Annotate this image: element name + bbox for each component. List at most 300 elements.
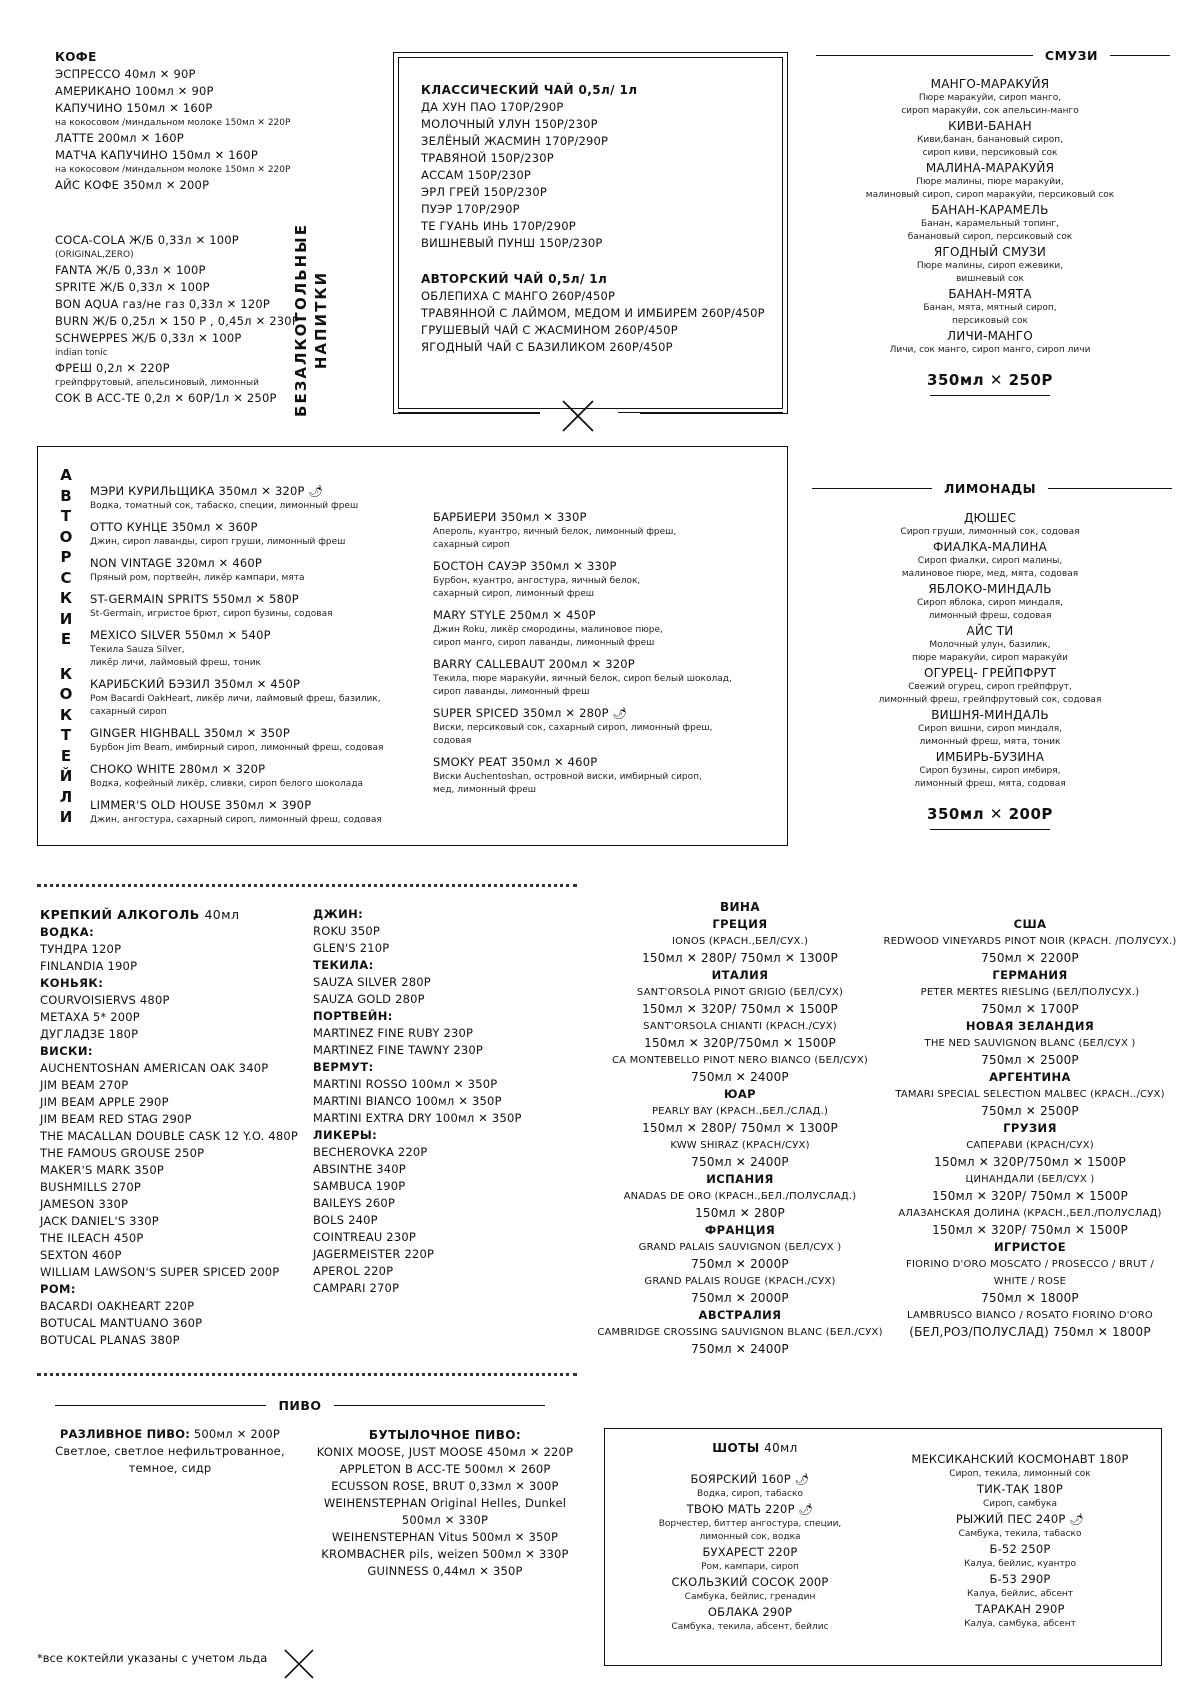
soft-drink-item: COCA-COLA Ж/Б 0,33л ✕ 100Р [55, 233, 239, 247]
cocktails-vertical-letter: С [60, 568, 72, 587]
soft-drink-item: BON AQUA газ/не газ 0,33л ✕ 120Р [55, 297, 271, 311]
alcohol-item: JAMESON 330Р [40, 1197, 129, 1211]
alcohol-item: ДУГЛАДЗЕ 180Р [40, 1027, 139, 1041]
cocktail-name: LIMMER'S OLD HOUSE 350мл ✕ 390Р [90, 798, 312, 812]
coffee-note: на кокосовом /миндальном молоке 150мл ✕ 220Р [55, 118, 291, 128]
cocktail-ingredients: сироп манго, сироп лаванды, лимонный фреш [433, 638, 655, 648]
wine-name: ЦИНАНДАЛИ (БЕЛ/СУХ ) [965, 1174, 1095, 1185]
smoothie-name: ЛИЧИ-МАНГО [947, 329, 1033, 343]
cocktails-vertical-letter: О [59, 527, 73, 546]
tea-box-bottom-left-line [398, 412, 540, 413]
smoothie-title: СМУЗИ [1044, 48, 1098, 63]
wine-price: 150мл ✕ 320Р/750мл ✕ 1500Р [644, 1036, 836, 1050]
classic-tea-item: ТЕ ГУАНЬ ИНЬ 170Р/290Р [421, 219, 576, 233]
smoothie-ingredients: сироп киви, персиковый сок [922, 148, 1058, 158]
shot-name: МЕКСИКАНСКИЙ КОСМОНАВТ 180Р [911, 1452, 1129, 1466]
beer-title: ПИВО [278, 1398, 322, 1413]
smoothie-ingredients: Личи, сок манго, сироп манго, сироп личи [889, 345, 1091, 355]
alcohol-category: ВОДКА: [40, 925, 95, 939]
cocktail-ingredients: Бурбон Jim Beam, имбирный сироп, лимонный фреш, содовая [90, 743, 384, 753]
shot-ingredients: лимонный сок, водка [699, 1532, 801, 1542]
coffee-title: КОФЕ [55, 50, 97, 64]
lemonades-header [812, 481, 1172, 496]
cocktail-name: ST-GERMAIN SPRITS 550мл ✕ 580Р [90, 592, 299, 606]
lemonade-list [840, 510, 1140, 791]
alcohol-item: AUCHENTOSHAN AMERICAN OAK 340Р [40, 1061, 269, 1075]
wine-country: НОВАЯ ЗЕЛАНДИЯ [965, 1019, 1095, 1033]
cocktail-name: GINGER HIGHBALL 350мл ✕ 350Р [90, 726, 290, 740]
smoothie-ingredients: Пюре малины, сироп ежевики, [916, 261, 1064, 271]
bottled-beer-item: KONIX MOOSE, JUST MOOSE 450мл ✕ 220Р [316, 1445, 574, 1459]
alcohol-item: SEXTON 460Р [40, 1248, 122, 1262]
wine-price: 750мл ✕ 2000Р [691, 1291, 789, 1305]
shot-ingredients: Калуа, бейлис, абсент [966, 1589, 1074, 1599]
draft-beer-price: 500мл ✕ 200Р [193, 1427, 281, 1441]
author-tea-item: ГРУШЕВЫЙ ЧАЙ С ЖАСМИНОМ 260Р/450Р [421, 323, 678, 337]
wine-name: GRAND PALAIS SAUVIGNON (БЕЛ/СУХ ) [638, 1242, 842, 1253]
shot-ingredients: Ворчестер, биттер ангостура, специи, [658, 1519, 842, 1529]
wine-price: 150мл ✕ 320Р/ 750мл ✕ 1500Р [932, 1223, 1128, 1237]
smoothie-name: БАНАН-КАРАМЕЛЬ [931, 203, 1049, 217]
cocktails-vertical-letter: Е [60, 630, 72, 648]
coffee-item: МАТЧА КАПУЧИНО 150мл ✕ 160Р [55, 148, 258, 162]
soft-drink-item: SCHWEPPES Ж/Б 0,33л ✕ 100Р [55, 331, 242, 345]
bottled-beer-section [300, 1426, 590, 1580]
shot-name: СКОЛЬЗКИЙ СОСОК 200Р [671, 1575, 829, 1589]
alcohol-category: РОМ: [40, 1282, 76, 1296]
cocktail-ingredients: Водка, томатный сок, табаско, специи, лимонный фреш [90, 501, 359, 511]
shot-ingredients: Самбука, текила, абсент, бейлис [671, 1622, 829, 1632]
soft-drinks-section [55, 232, 299, 407]
alcohol-item: BOTUCAL MANTUANO 360Р [40, 1316, 203, 1330]
cocktails-vertical-letter: В [60, 486, 72, 505]
alcohol-category: ДЖИН: [313, 907, 364, 921]
cross-icon [560, 398, 596, 434]
soft-drink-note: (ORIGINAL,ZERO) [55, 250, 134, 260]
bottled-beer-item: KROMBACHER pils, weizen 500мл ✕ 330Р [321, 1547, 569, 1561]
shot-name: Б-52 250Р [989, 1542, 1051, 1556]
smoothie-name: МАНГО-МАРАКУЙЯ [930, 77, 1050, 91]
wine-price: 750мл ✕ 2500Р [981, 1053, 1079, 1067]
wine-name: PETER MERTES RIESLING (БЕЛ/ПОЛУСУХ.) [920, 987, 1140, 998]
wine-name: PEARLY BAY (КРАСН.,БЕЛ./СЛАД.) [651, 1106, 829, 1117]
shots-title-unit: 40мл [764, 1441, 798, 1455]
cocktail-name: МЭРИ КУРИЛЬЩИКА 350мл ✕ 320Р 🌶 [90, 484, 324, 498]
cocktail-name: SMOKY PEAT 350мл ✕ 460Р [433, 755, 598, 769]
smoothie-section [830, 76, 1150, 396]
smoothie-header [816, 48, 1170, 63]
wine-name: WHITE / ROSE [993, 1276, 1067, 1287]
lemonade-name: ДЮШЕС [963, 511, 1017, 525]
alcohol-item: ROKU 350Р [313, 924, 381, 938]
wine-name: SANT'ORSOLA PINOT GRIGIO (БЕЛ/СУХ) [636, 987, 844, 998]
strong-alcohol-column-2-wrap [313, 906, 583, 1297]
strong-alcohol-column-1 [40, 924, 330, 1349]
draft-beer-desc-1: Светлое, светлое нефильтрованное, [55, 1444, 285, 1458]
cocktail-name: CHOKO WHITE 280мл ✕ 320Р [90, 762, 266, 776]
lemonades-price: 350мл ✕ 200Р [927, 805, 1053, 823]
soft-drink-item: ФРЕШ 0,2л ✕ 220Р [55, 361, 170, 375]
smoothie-name: ЯГОДНЫЙ СМУЗИ [933, 245, 1047, 259]
shots-title: ШОТЫ [712, 1441, 760, 1455]
smoothie-price: 350мл ✕ 250Р [927, 371, 1053, 389]
cocktail-ingredients: Текила Sauza Silver, [90, 645, 185, 655]
cocktails-vertical-letter: И [59, 609, 73, 628]
wine-price: 150мл ✕ 280Р/ 750мл ✕ 1300Р [642, 1121, 838, 1135]
footnote: *все коктейли указаны с учетом льда [37, 1651, 268, 1665]
lemonade-ingredients: лимонный фреш, содовая [928, 611, 1052, 621]
lemonades-section [840, 510, 1140, 830]
classic-tea-item: ПУЭР 170Р/290Р [421, 202, 520, 216]
wine-country: АРГЕНТИНА [989, 1070, 1071, 1084]
shots-left-column [605, 1471, 895, 1634]
strong-alcohol-column-2 [313, 906, 583, 1297]
cocktails-vertical-letter: Е [60, 746, 72, 765]
alcohol-item: JAGERMEISTER 220Р [313, 1247, 435, 1261]
cocktail-ingredients: сахарный сироп [433, 540, 510, 550]
cocktail-name: БОСТОН САУЭР 350мл ✕ 330Р [433, 559, 617, 573]
alcohol-item: BOLS 240Р [313, 1213, 378, 1227]
cocktail-name: MEXICO SILVER 550мл ✕ 540Р [90, 628, 271, 642]
wine-name: CA MONTEBELLO PINOT NERO BIANCO (БЕЛ/СУХ) [612, 1055, 868, 1066]
shot-name: ТИК-ТАК 180Р [977, 1482, 1063, 1496]
cocktails-vertical-letter: И [59, 808, 73, 826]
wine-country: ИСПАНИЯ [706, 1172, 774, 1186]
wine-price: 750мл ✕ 2400Р [691, 1155, 789, 1169]
lemonade-name: АЙС ТИ [966, 624, 1014, 638]
classic-tea-title: КЛАССИЧЕСКИЙ ЧАЙ 0,5л/ 1л [421, 83, 638, 97]
alcohol-category: ЛИКЕРЫ: [313, 1128, 378, 1142]
alcohol-item: BECHEROVKA 220Р [313, 1145, 428, 1159]
alcohol-item: WILLIAM LAWSON'S SUPER SPICED 200Р [40, 1265, 280, 1279]
classic-tea-item: ТРАВЯНОЙ 150Р/230Р [421, 151, 554, 165]
cocktail-name: BARRY CALLEBAUT 200мл ✕ 320Р [433, 657, 635, 671]
alcohol-item: COINTREAU 230Р [313, 1230, 416, 1244]
wine-country: США [1013, 917, 1047, 931]
cocktail-ingredients: мед, лимонный фреш [433, 785, 536, 795]
wine-name: FIORINO D'ORO MOSCATO / PROSECCO / BRUT / [906, 1259, 1154, 1270]
soft-drinks-list [55, 232, 299, 407]
alcohol-item: MARTINI EXTRA DRY 100мл ✕ 350Р [313, 1111, 522, 1125]
lemonade-ingredients: Сироп яблока, сироп миндаля, [916, 598, 1064, 608]
alcohol-item: JIM BEAM APPLE 290Р [40, 1095, 169, 1109]
smoothie-ingredients: банановый сироп, персиковый сок [907, 232, 1073, 242]
wine-country: ЮАР [723, 1087, 757, 1101]
coffee-note: на кокосовом /миндальном молоке 150мл ✕ 220Р [55, 165, 291, 175]
wine-price: 750мл ✕ 2200Р [981, 951, 1079, 965]
alcohol-item: THE FAMOUS GROUSE 250Р [40, 1146, 205, 1160]
shot-ingredients: Водка, сироп, табаско [697, 1489, 803, 1499]
cocktail-ingredients: сахарный сироп, лимонный фреш [433, 589, 595, 599]
wines-title: ВИНА [719, 900, 761, 914]
wine-country: ФРАНЦИЯ [704, 1223, 776, 1237]
cocktail-ingredients: Джин Roku, ликёр смородины, малиновое пюре, [433, 625, 663, 635]
alcohol-item: ТУНДРА 120Р [40, 942, 122, 956]
lemonade-ingredients: лимонный фреш, мята, содовая [914, 779, 1066, 789]
classic-tea-list [421, 99, 781, 252]
author-tea-list [421, 288, 781, 356]
soft-drink-note: грейпфрутовый, апельсиновый, лимонный [55, 378, 259, 388]
strong-alcohol-section [40, 906, 330, 1349]
wines-left-column [590, 916, 890, 1358]
lemonade-ingredients: Сироп бузины, сироп имбиря, [919, 766, 1061, 776]
shot-ingredients: Сироп, самбука [982, 1499, 1058, 1509]
shot-ingredients: Сироп, текила, лимонный сок [949, 1469, 1091, 1479]
tea-box-bottom-right-line [618, 412, 783, 413]
soft-title-line-2: НАПИТКИ [312, 270, 330, 370]
bottled-beer-item: 500мл ✕ 330Р [401, 1513, 489, 1527]
lemonade-name: ИМБИРЬ-БУЗИНА [935, 750, 1045, 764]
alcohol-item: ABSINTHE 340Р [313, 1162, 406, 1176]
wine-price: 150мл ✕ 280Р/ 750мл ✕ 1300Р [642, 951, 838, 965]
coffee-item: КАПУЧИНО 150мл ✕ 160Р [55, 101, 213, 115]
cocktails-vertical-letter: О [59, 685, 73, 703]
soft-drink-item: BURN Ж/Б 0,25л ✕ 150 Р , 0,45л ✕ 230Р [55, 314, 299, 328]
cocktail-ingredients: содовая [433, 736, 472, 746]
smoothie-ingredients: Пюре маракуйи, сироп манго, [918, 93, 1062, 103]
cocktail-ingredients: Виски Auchentoshan, островной виски, имбирный сироп, [433, 772, 702, 782]
cocktail-name: БАРБИЕРИ 350мл ✕ 330Р [433, 510, 587, 524]
cross-icon [283, 1648, 315, 1680]
draft-beer-section [40, 1426, 300, 1477]
cocktails-vertical-title [54, 465, 78, 828]
author-tea-item: ТРАВЯННОЙ С ЛАЙМОМ, МЕДОМ И ИМБИРЕМ 260Р/450Р [421, 306, 765, 320]
alcohol-category: ВИСКИ: [40, 1044, 93, 1058]
cocktails-vertical-letter: Р [60, 548, 72, 566]
alcohol-item: MARTINI BIANCO 100мл ✕ 350Р [313, 1094, 502, 1108]
smoothie-ingredients: вишневый сок [956, 274, 1024, 284]
cocktail-name: SUPER SPICED 350мл ✕ 280Р 🌶 [433, 706, 628, 720]
lemonade-ingredients: малиновое пюре, мед, мята, содовая [901, 569, 1079, 579]
lemonade-ingredients: Молочный улун, базилик, [929, 640, 1051, 650]
wine-country: ГРЕЦИЯ [712, 917, 768, 931]
wine-name: SANT'ORSOLA CHIANTI (КРАСН./СУХ) [643, 1021, 837, 1032]
cocktails-vertical-letter: А [60, 466, 72, 484]
wine-name: CAMBRIDGE CROSSING SAUVIGNON BLANC (БЕЛ./СУХ) [597, 1327, 883, 1338]
cocktail-ingredients: сироп лаванды, лимонный фреш [433, 687, 590, 697]
wine-price: 150мл ✕ 280Р [695, 1206, 785, 1220]
cocktails-vertical-letter: К [59, 589, 73, 607]
bottled-beer-item: ECUSSON ROSE, BRUT 0,33мл ✕ 300Р [331, 1479, 559, 1493]
cocktail-name: MARY STYLE 250мл ✕ 450Р [433, 608, 596, 622]
bottled-beer-item: APPLETON В АСС-ТЕ 500мл ✕ 260Р [339, 1462, 551, 1476]
lemonade-ingredients: Свежий огурец, сироп грейпфрут, [908, 682, 1072, 692]
classic-tea-item: ЭРЛ ГРЕЙ 150Р/230Р [421, 185, 547, 199]
alcohol-item: FINLANDIA 190Р [40, 959, 138, 973]
cocktail-ingredients: Пряный ром, портвейн, ликёр кампари, мята [90, 573, 305, 583]
alcohol-item: APEROL 220Р [313, 1264, 394, 1278]
wine-price: 150мл ✕ 320Р/ 750мл ✕ 1500Р [932, 1189, 1128, 1203]
cocktail-name: КАРИБСКИЙ БЭЗИЛ 350мл ✕ 450Р [90, 677, 301, 691]
classic-tea-item: АССАМ 150Р/230Р [421, 168, 532, 182]
shot-name: ОБЛАКА 290Р [707, 1605, 793, 1619]
lemonade-ingredients: Сироп вишни, сироп миндаля, [918, 724, 1062, 734]
wine-price: 750мл ✕ 2500Р [981, 1104, 1079, 1118]
wine-country: АВСТРАЛИЯ [698, 1308, 782, 1322]
cocktails-vertical-letter: Т [60, 507, 72, 525]
coffee-item: ЭСПРЕССО 40мл ✕ 90Р [55, 67, 196, 81]
author-tea-title: АВТОРСКИЙ ЧАЙ 0,5л/ 1л [421, 272, 608, 286]
cocktail-ingredients: Апероль, куантро, яичный белок, лимонный фреш, [433, 527, 677, 537]
alcohol-item: BACARDI OAKHEART 220Р [40, 1299, 195, 1313]
lemonade-name: ВИШНЯ-МИНДАЛЬ [931, 708, 1049, 722]
coffee-section [55, 48, 325, 194]
shots-right-column [875, 1451, 1165, 1631]
cocktail-name: OTTO КУНЦЕ 350мл ✕ 360Р [90, 520, 258, 534]
cocktail-ingredients: Текила, пюре маракуйи, яичный белок, сироп белый шоколад, [433, 674, 732, 684]
soft-drinks-vertical-title [290, 225, 332, 415]
soft-drink-note: indian tonic [55, 348, 108, 358]
wine-name: САПЕРАВИ (КРАСН/СУХ) [966, 1140, 1094, 1151]
smoothie-ingredients: Пюре малины, пюре маракуйи, [916, 177, 1064, 187]
lemonade-name: ЯБЛОКО-МИНДАЛЬ [928, 582, 1052, 596]
shot-name: БУХАРЕСТ 220Р [702, 1545, 798, 1559]
soft-drink-item: СОК В АСС-ТЕ 0,2л ✕ 60Р/1л ✕ 250Р [55, 391, 277, 405]
cocktails-vertical-letter: Л [59, 787, 73, 806]
wine-name: ANADAS DE ORO (КРАСН.,БЕЛ./ПОЛУСЛАД.) [623, 1191, 857, 1202]
wine-country: ИТАЛИЯ [711, 968, 769, 982]
bottled-beer-item: WEIHENSTEPHAN Vitus 500мл ✕ 350Р [331, 1530, 559, 1544]
lemonade-ingredients: лимонный фреш, мята, тоник [919, 737, 1061, 747]
bottled-beer-list [300, 1444, 590, 1580]
strong-alcohol-title: КРЕПКИЙ АЛКОГОЛЬ [40, 907, 200, 922]
shot-ingredients: Самбука, бейлис, гренадин [684, 1592, 816, 1602]
soft-drink-item: SPRITE Ж/Б 0,33л ✕ 100Р [55, 280, 210, 294]
wine-price: 150мл ✕ 320Р/750мл ✕ 1500Р [934, 1155, 1126, 1169]
wine-price: 750мл ✕ 2400Р [691, 1342, 789, 1356]
smoothie-name: БАНАН-МЯТА [948, 287, 1032, 301]
cocktails-vertical-letter: К [59, 664, 73, 683]
smoothie-name: МАЛИНА-МАРАКУЙЯ [925, 161, 1055, 175]
smoothie-ingredients: Банан, карамельный топинг, [921, 219, 1059, 229]
cocktails-left-column [90, 483, 450, 833]
cocktail-name: NON VINTAGE 320мл ✕ 460Р [90, 556, 263, 570]
smoothie-ingredients: Киви,банан, банановый сироп, [916, 135, 1064, 145]
alcohol-item: MARTINEZ FINE TAWNY 230Р [313, 1043, 484, 1057]
alcohol-item: МЕТАХА 5* 200Р [40, 1010, 140, 1024]
wine-price: 750мл ✕ 2400Р [691, 1070, 789, 1084]
alcohol-item: THE MACALLAN DOUBLE CASK 12 Y.O. 480Р [40, 1129, 299, 1143]
soft-title-line-1: БЕЗАЛКОГОЛЬНЫЕ [292, 223, 310, 417]
alcohol-category: ТЕКИЛА: [313, 958, 374, 972]
shot-ingredients: Калуа, самбука, абсент [964, 1619, 1076, 1629]
wine-country: ИГРИСТОЕ [993, 1240, 1067, 1254]
wine-name: LAMBRUSCO BIANCO / ROSATO FIORINO D'ORO [906, 1310, 1153, 1321]
author-tea-item: ОБЛЕПИХА С МАНГО 260Р/450Р [421, 289, 616, 303]
beer-divider [37, 1373, 577, 1376]
smoothie-list [830, 76, 1150, 357]
tea-box [393, 52, 788, 414]
wine-country: ГЕРМАНИЯ [992, 968, 1068, 982]
cocktail-ingredients: Водка, кофейный ликёр, сливки, сироп белого шоколада [90, 779, 364, 789]
strong-alcohol-unit: 40мл [204, 907, 240, 922]
lemonade-ingredients: Сироп груши, лимонный сок, содовая [900, 527, 1080, 537]
alcohol-item: SAUZA GOLD 280Р [313, 992, 425, 1006]
wine-price: 150мл ✕ 320Р/ 750мл ✕ 1500Р [642, 1002, 838, 1016]
smoothie-name: КИВИ-БАНАН [948, 119, 1032, 133]
draft-beer-title: РАЗЛИВНОЕ ПИВО: [59, 1427, 190, 1441]
wine-name: АЛАЗАНСКАЯ ДОЛИНА (КРАСН.,БЕЛ./ПОЛУСЛАД) [898, 1208, 1162, 1219]
coffee-item: АМЕРИКАНО 100мл ✕ 90Р [55, 84, 214, 98]
wine-price: 750мл ✕ 1700Р [981, 1002, 1079, 1016]
wine-price: 750мл ✕ 2000Р [691, 1257, 789, 1271]
lemonade-ingredients: пюре маракуйи, сироп маракуйи [911, 653, 1069, 663]
alcohol-item: SAUZA SILVER 280Р [313, 975, 431, 989]
wine-country: ГРУЗИЯ [1003, 1121, 1057, 1135]
cocktails-vertical-letter: Т [60, 726, 72, 744]
author-tea-item: ЯГОДНЫЙ ЧАЙ С БАЗИЛИКОМ 260Р/450Р [421, 340, 673, 354]
wine-price: 750мл ✕ 1800Р [981, 1291, 1079, 1305]
alcohol-item: COURVOISIERVS 480Р [40, 993, 170, 1007]
wine-price: (БЕЛ,РОЗ/ПОЛУСЛАД) 750мл ✕ 1800Р [909, 1325, 1151, 1339]
strong-alcohol-divider [37, 884, 577, 887]
classic-tea-item: ЗЕЛЁНЫЙ ЖАСМИН 170Р/290Р [421, 134, 609, 148]
shot-ingredients: Калуа, бейлис, куантро [963, 1559, 1077, 1569]
bottled-beer-item: GUINNESS 0,44мл ✕ 350Р [367, 1564, 523, 1578]
alcohol-item: JIM BEAM 270Р [40, 1078, 129, 1092]
shot-name: ТВОЮ МАТЬ 220Р 🌶 [686, 1502, 814, 1516]
alcohol-item: JIM BEAM RED STAG 290Р [40, 1112, 192, 1126]
lemonade-name: ФИАЛКА-МАЛИНА [933, 540, 1047, 554]
classic-tea-item: МОЛОЧНЫЙ УЛУН 150Р/230Р [421, 117, 598, 131]
alcohol-item: MARTINI ROSSO 100мл ✕ 350Р [313, 1077, 498, 1091]
smoothie-ingredients: персиковый сок [952, 316, 1028, 326]
alcohol-item: SAMBUCA 190Р [313, 1179, 406, 1193]
draft-beer-desc-2: темное, сидр [128, 1461, 212, 1475]
alcohol-item: THE ILEACH 450Р [40, 1231, 144, 1245]
alcohol-item: CAMPARI 270Р [313, 1281, 400, 1295]
cocktails-vertical-letter: Й [59, 767, 73, 785]
cocktail-ingredients: Ром Bacardi OakHeart, ликёр личи, лаймовый фреш, базилик, [90, 694, 381, 704]
cocktail-ingredients: St-Germain, игристое брют, сироп бузины, содовая [90, 609, 333, 619]
cocktails-box [37, 446, 788, 846]
shot-ingredients: Самбука, текила, табаско [958, 1529, 1082, 1539]
wine-name: KWW SHIRAZ (КРАСН/СУХ) [670, 1140, 810, 1151]
smoothie-ingredients: сироп маракуйи, сок апельсин-манго [901, 106, 1079, 116]
lemonades-title: ЛИМОНАДЫ [944, 481, 1037, 496]
wine-name: TAMARI SPECIAL SELECTION MALBEC (КРАСН../СУХ) [895, 1089, 1165, 1100]
wines-right-column [880, 916, 1180, 1341]
cocktail-ingredients: Джин, ангостура, сахарный сироп, лимонный фреш, содовая [90, 815, 382, 825]
classic-tea-item: ВИШНЕВЫЙ ПУНШ 150Р/230Р [421, 236, 603, 250]
cocktail-ingredients: Джин, сироп лаванды, сироп груши, лимонный фреш [90, 537, 346, 547]
cocktail-ingredients: сахарный сироп [90, 707, 167, 717]
shot-name: РЫЖИЙ ПЕС 240Р 🌶 [955, 1512, 1085, 1526]
shots-box [604, 1428, 1162, 1666]
alcohol-item: MARTINEZ FINE RUBY 230Р [313, 1026, 474, 1040]
lemonade-name: ОГУРЕЦ- ГРЕЙПФРУТ [923, 666, 1057, 680]
bottled-beer-title: БУТЫЛОЧНОЕ ПИВО: [368, 1428, 522, 1442]
coffee-item: АЙС КОФЕ 350мл ✕ 200Р [55, 178, 210, 192]
coffee-item: ЛАТТЕ 200мл ✕ 160Р [55, 131, 184, 145]
wine-name: GRAND PALAIS ROUGE (КРАСН./СУХ) [644, 1276, 836, 1287]
alcohol-item: JACK DANIEL'S 330Р [40, 1214, 159, 1228]
alcohol-item: BAILEYS 260Р [313, 1196, 396, 1210]
classic-tea-item: ДА ХУН ПАО 170Р/290Р [421, 100, 564, 114]
smoothie-ingredients: Банан, мята, мятный сироп, [923, 303, 1057, 313]
shot-name: Б-53 290Р [989, 1572, 1051, 1586]
shot-name: БОЯРСКИЙ 160Р 🌶 [690, 1472, 810, 1486]
wine-name: REDWOOD VINEYARDS PINOT NOIR (КРАСН. /ПОЛУСУХ.) [883, 936, 1177, 947]
cocktail-ingredients: Бурбон, куантро, ангостура, яичный белок, [433, 576, 641, 586]
cocktails-vertical-letter: К [59, 705, 73, 724]
shot-ingredients: Ром, кампари, сироп [701, 1562, 799, 1572]
coffee-list [55, 66, 325, 194]
wine-name: THE NED SAUVIGNON BLANC (БЕЛ/СУХ ) [924, 1038, 1136, 1049]
soft-drink-item: FANTA Ж/Б 0,33л ✕ 100Р [55, 263, 206, 277]
alcohol-category: КОНЬЯК: [40, 976, 104, 990]
alcohol-item: BUSHMILLS 270Р [40, 1180, 142, 1194]
